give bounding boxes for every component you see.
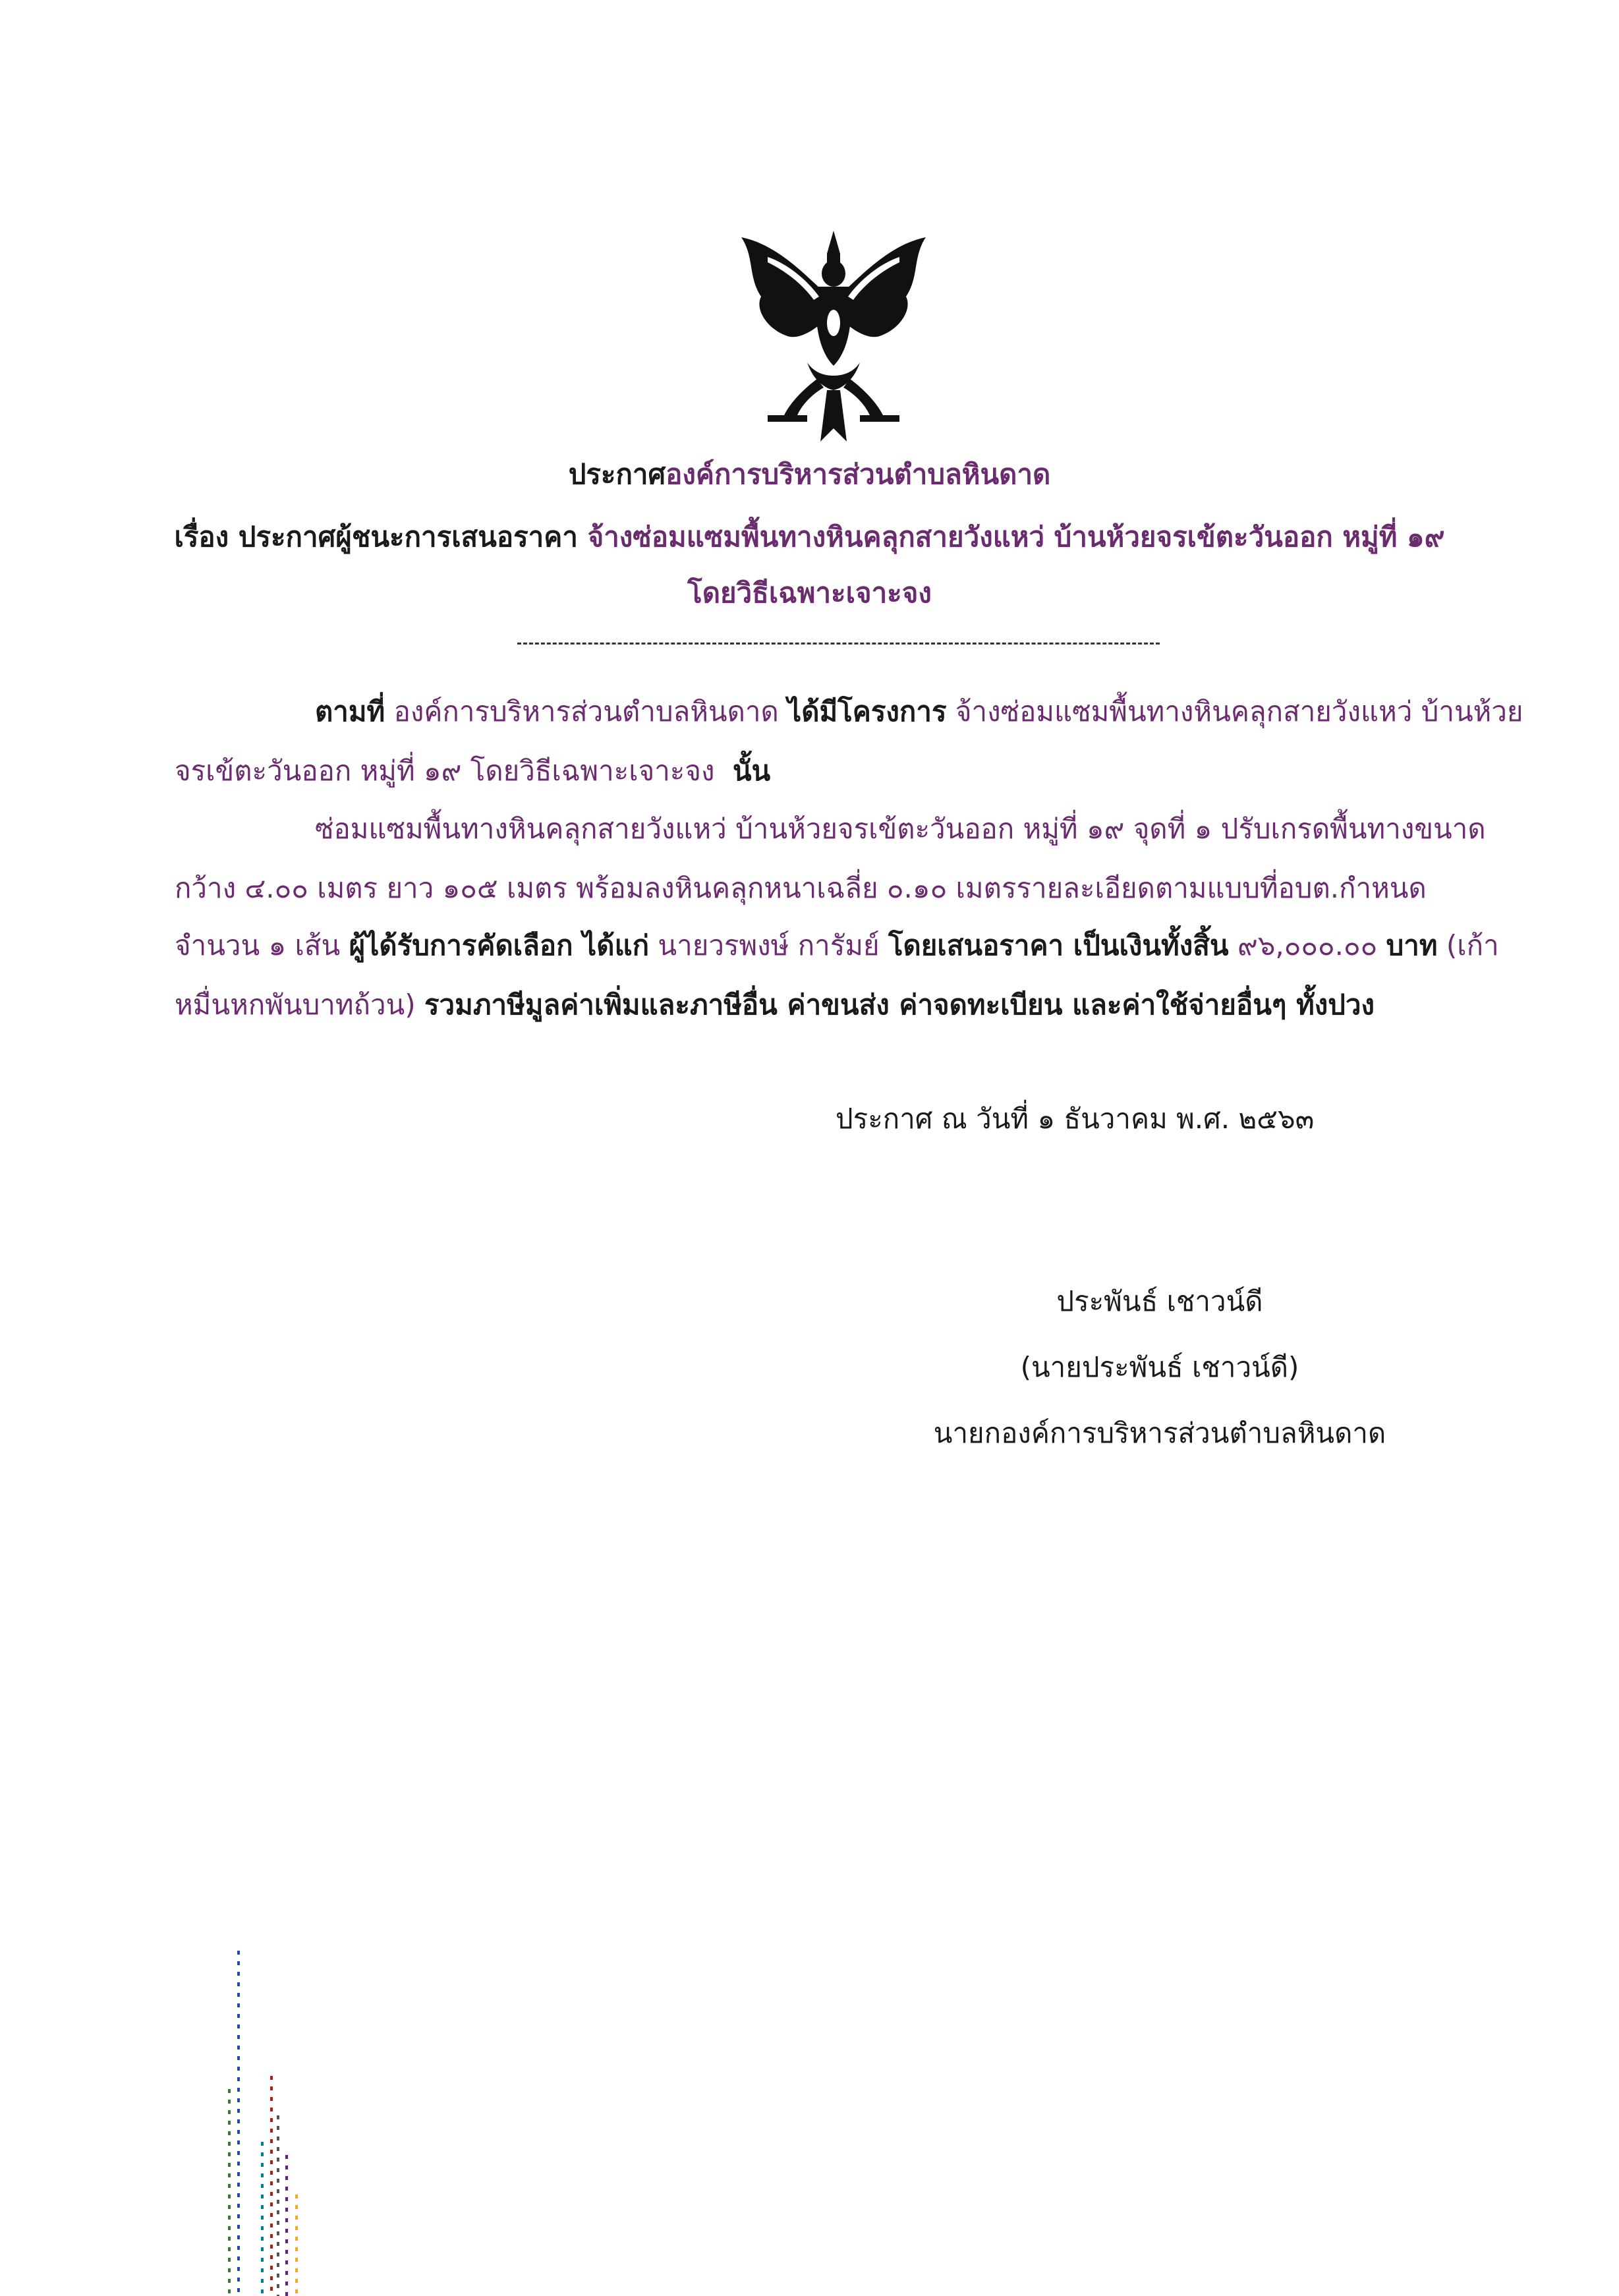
subject-label: เรื่อง ประกาศผู้ชนะการเสนอราคา: [174, 521, 578, 553]
announcement-date: ประกาศ ณ วันที่ ๑ ธันวาคม พ.ศ. ๒๕๖๓: [836, 1103, 1315, 1135]
signature-name: ประพันธ์ เชาวน์ดี: [1056, 1285, 1263, 1317]
document-title: [0, 455, 1619, 494]
document-subject: [0, 517, 1619, 557]
p2-price-amount: ๙๖,๐๐๐.๐๐: [1237, 929, 1378, 961]
p2-contractor-name: นายวรพงษ์ การัมย์: [658, 929, 880, 961]
p1-organization: องค์การบริหารส่วนตำบลหินดาด: [393, 695, 779, 728]
paragraph-2-line-1: ซ่อมแซมพื้นทางหินคลุกสายวังแหว่ บ้านห้วยจรเข้ตะวันออก หมู่ที่ ๑๙ จุดที่ ๑ ปรับเกรดพื้นทางขนาด: [315, 813, 1486, 845]
paragraph-2-line-3: [175, 926, 1499, 965]
p1-ending: นั้น: [732, 755, 771, 787]
p1-project-name-cont: จรเข้ตะวันออก หมู่ที่ ๑๙ โดยวิธีเฉพาะเจาะจง: [175, 755, 715, 787]
subject-text: จ้างซ่อมแซมพื้นทางหินคลุกสายวังแหว่ บ้านห้วยจรเข้ตะวันออก หมู่ที่ ๑๙: [587, 521, 1445, 553]
p2-amount-words-start: (เก้า: [1446, 929, 1499, 961]
signer-position: นายกองค์การบริหารส่วนตำบลหินดาด: [933, 1417, 1386, 1449]
procurement-method: โดยวิธีเฉพาะเจาะจง: [687, 577, 932, 609]
garuda-emblem-icon: [728, 217, 939, 455]
p1-has-project: ได้มีโครงการ: [787, 695, 947, 728]
scan-artifact-stripes: [198, 1944, 343, 2296]
p2-selected-label: ผู้ได้รับการคัดเลือก ได้แก่: [349, 929, 650, 961]
title-organization: องค์การบริหารส่วนตำบลหินดาด: [666, 458, 1051, 490]
p1-as: ตามที่: [315, 695, 385, 728]
paragraph-1-line-1: [315, 692, 1523, 732]
p1-project-name: จ้างซ่อมแซมพื้นทางหินคลุกสายวังแหว่ บ้านห้วย: [955, 695, 1523, 728]
p2-amount-words-end: หมื่นหกพันบาทถ้วน): [175, 989, 416, 1021]
p2-inclusive-note: รวมภาษีมูลค่าเพิ่มและภาษีอื่น ค่าขนส่ง ค่าจดทะเบียน และค่าใช้จ่ายอื่นๆ ทั้งปวง: [424, 989, 1375, 1021]
dashed-divider: [517, 643, 1160, 645]
paragraph-2-line-4: [175, 985, 1375, 1025]
p2-quantity: จำนวน ๑ เส้น: [175, 929, 341, 961]
printed-name: (นายประพันธ์ เชาวน์ดี): [1020, 1351, 1299, 1383]
paragraph-1-line-2: [175, 751, 770, 791]
p2-price-label: โดยเสนอราคา เป็นเงินทั้งสิ้น: [888, 929, 1229, 961]
p2-currency: บาท: [1386, 929, 1438, 961]
paragraph-2-line-2: กว้าง ๔.๐๐ เมตร ยาว ๑๐๕ เมตร พร้อมลงหินคลุกหนาเฉลี่ย ๐.๑๐ เมตรรายละเอียดตามแบบที่อบต.กำหนด: [175, 872, 1427, 904]
title-prefix: ประกาศ: [568, 458, 666, 490]
